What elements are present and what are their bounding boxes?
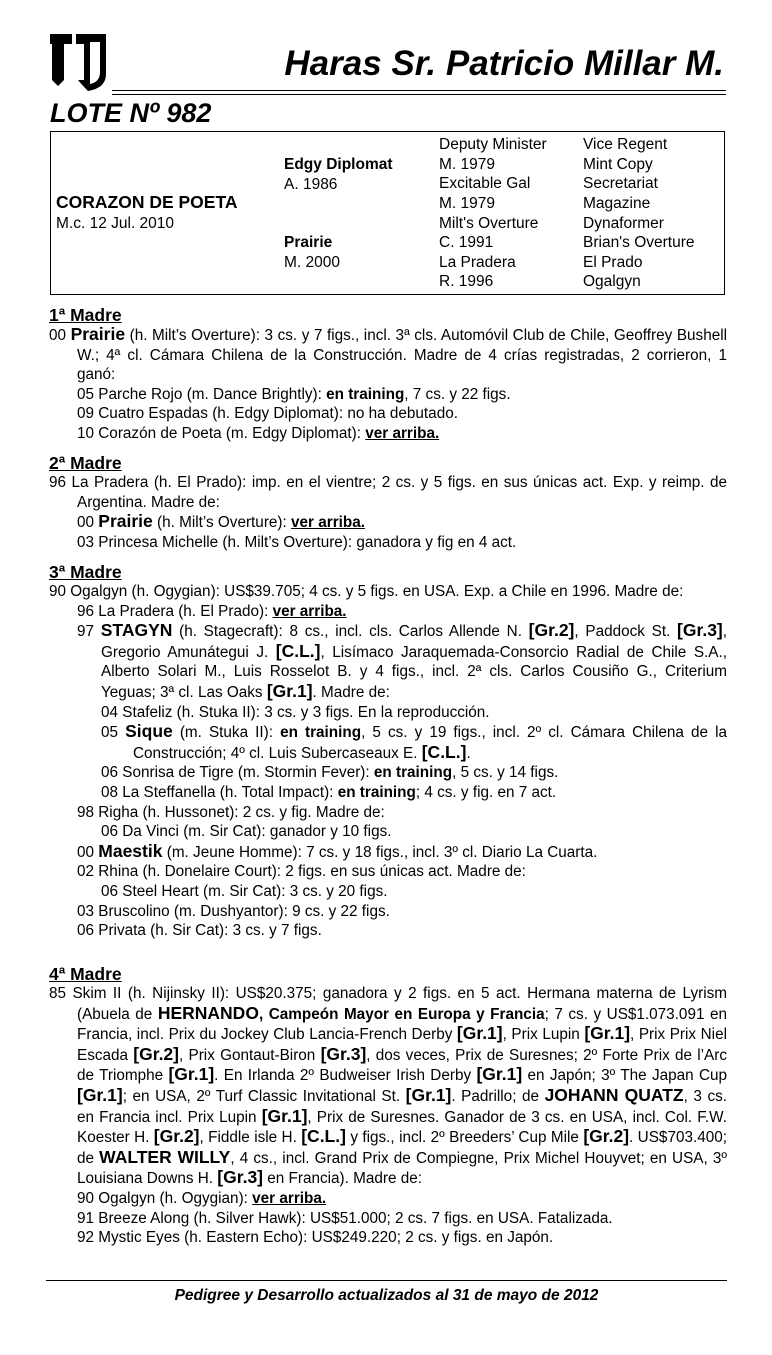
dam-entry: 00 Prairie (h. Milt’s Overture): 3 cs. y 7 figs., incl. 3ª cls. Automóvil Club de Chile, Geoffrey Bushell W.; 4ª cl. Cámara Chilena de la Construcción. Madre de 4 crías registradas, 2 corrieron, 1 ganó: bbox=[49, 324, 728, 384]
grand-produce-entry: 06 Da Vinci (m. Sir Cat): ganador y 10 figs. bbox=[101, 823, 392, 841]
dam-sire-info: C. 1991 bbox=[439, 234, 494, 251]
dam-dam-info: R. 1996 bbox=[439, 273, 494, 290]
produce-entry: 06 Privata (h. Sir Cat): 3 cs. y 7 figs. bbox=[77, 922, 322, 940]
dam-sire: Milt's Overture bbox=[439, 215, 539, 232]
lote-number: LOTE Nº 982 bbox=[50, 98, 212, 128]
produce-entry: 00 Maestik (m. Jeune Homme): 7 cs. y 18 figs., incl. 3º cl. Diario La Cuarta. bbox=[77, 840, 598, 861]
section-first-dam bbox=[49, 305, 727, 444]
produce-entry: 05 Parche Rojo (m. Dance Brightly): en training, 7 cs. y 22 figs. bbox=[77, 385, 511, 403]
dam-info: M. 2000 bbox=[284, 254, 341, 271]
haras-title: Haras Sr. Patricio Millar M. bbox=[284, 44, 724, 83]
sire-dam: Excitable Gal bbox=[439, 175, 531, 192]
produce-entry: 10 Corazón de Poeta (m. Edgy Diplomat): ver arriba. bbox=[77, 424, 440, 442]
grandparent-5: Dynaformer bbox=[583, 215, 664, 232]
section-title: 3ª Madre bbox=[49, 562, 122, 582]
horse-name: WALTER WILLY bbox=[99, 1146, 231, 1167]
section-title: 4ª Madre bbox=[49, 964, 122, 984]
sire-name: Edgy Diplomat bbox=[284, 156, 393, 173]
horse-name: JOHANN QUATZ bbox=[544, 1084, 684, 1105]
footer-rule bbox=[46, 1280, 727, 1281]
grandparent-7: El Prado bbox=[583, 254, 643, 271]
header-rule bbox=[112, 90, 726, 91]
sire-sire: Deputy Minister bbox=[439, 136, 547, 153]
produce-entry: 97 STAGYN (h. Stagecraft): 8 cs., incl. cls. Carlos Allende N. [Gr.2], Paddock St. [Gr.3], Gregorio Amunátegui J. [C.L.], Lisímaco Jaraquemada-Consorcio Radial de Chile S.A., Alberto Solari M., Luis Rosselot B. y 4 figs., incl. 2ª cls. Carlos Cousiño G., Criterium Yeguas; 3ª cl. Las Oaks [Gr.1]. Madre de: bbox=[77, 620, 728, 701]
dam-name: Prairie bbox=[284, 234, 333, 251]
grand-produce-entry: 06 Steel Heart (m. Sir Cat): 3 cs. y 20 figs. bbox=[101, 882, 388, 900]
haras-logo-icon bbox=[48, 30, 108, 92]
grand-produce-entry: 04 Stafeliz (h. Stuka II): 3 cs. y 3 figs. En la reproducción. bbox=[101, 703, 490, 721]
ver-arriba-ref: ver arriba. bbox=[291, 514, 365, 532]
grand-produce-entry: 08 La Steffanella (h. Total Impact): en training; 4 cs. y fig. en 7 act. bbox=[101, 783, 557, 801]
dam-entry: 96 La Pradera (h. El Prado): imp. en el vientre; 2 cs. y 5 figs. en sus únicas act. Exp. y reimp. de Argentina. Madre de: bbox=[49, 474, 727, 511]
produce-entry: 03 Bruscolino (m. Dushyantor): 9 cs. y 22 figs. bbox=[77, 902, 390, 920]
horse-name: CORAZON DE POETA bbox=[56, 192, 238, 212]
section-third-dam bbox=[49, 562, 727, 941]
horse-name: Maestik bbox=[98, 840, 163, 861]
grandparent-8: Ogalgyn bbox=[583, 273, 641, 290]
ver-arriba-ref: ver arriba. bbox=[365, 424, 440, 442]
grand-produce-entry: 05 Sique (m. Stuka II): en training, 5 cs. y 19 figs., incl. 2º cl. Cámara Chilena de la Construcción; 4º cl. Luis Subercaseaux E. [C.L.]. bbox=[101, 721, 728, 762]
section-second-dam bbox=[49, 453, 727, 552]
sire-dam-info: M. 1979 bbox=[439, 195, 496, 212]
produce-entry: 02 Rhina (h. Donelaire Court): 2 figs. en sus únicas act. Madre de: bbox=[77, 863, 526, 881]
grandparent-1: Vice Regent bbox=[583, 136, 668, 153]
sire-info: A. 1986 bbox=[284, 176, 338, 193]
section-title: 1ª Madre bbox=[49, 305, 122, 325]
produce-entry: 91 Breeze Along (h. Silver Hawk): US$51.000; 2 cs. 7 figs. en USA. Fatalizada. bbox=[77, 1209, 613, 1227]
header-rule-thin bbox=[112, 94, 726, 95]
dam-entry: 85 Skim II (h. Nijinsky II): US$20.375; ganadora y 2 figs. en 5 act. Hermana materna de Lyrism (Abuela de HERNANDO, Campeón Mayor en Europa y Francia; 7 cs. y US$1.073.091 en Francia, incl. Prix du Jockey Club Lancia-French Derby [Gr.1], Prix Lupin [Gr.1], Prix Prix Niel Escada [Gr.2], Prix Gontaut-Biron [Gr.3], dos veces, Prix de Suresnes; 2º Forte Prix de l’Arc de Triomphe [Gr.1]. En Irlanda 2º Budweiser Irish Derby [Gr.1] en Japón; 3º The Japan Cup [Gr.1]; en USA, 2º Turf Classic Invitational St. [Gr.1]. Padrillo; de JOHANN QUATZ, 3 cs. en Francia incl. Prix Lupin [Gr.1], Prix de Suresnes. Ganador de 3 cs. en USA, incl. Col. F.W. Koester H. [Gr.2], Fiddle isle H. [C.L.] y figs., incl. 2º Breeders’ Cup Mile [Gr.2]. US$703.400; de WALTER WILLY, 4 cs., incl. Grand Prix de Compiegne, Prix Michel Houyvet; en USA, 3º Louisiana Downs H. [Gr.3] en Francia). Madre de: bbox=[49, 985, 728, 1188]
grandparent-3: Secretariat bbox=[583, 175, 658, 192]
ver-arriba-ref: ver arriba. bbox=[252, 1189, 327, 1207]
dam-dam: La Pradera bbox=[439, 254, 516, 271]
dam-entry: 90 Ogalgyn (h. Ogygian): US$39.705; 4 cs. y 5 figs. en USA. Exp. a Chile en 1996. Madre de: bbox=[49, 583, 684, 600]
ver-arriba-ref: ver arriba. bbox=[272, 602, 347, 620]
section-fourth-dam bbox=[49, 964, 727, 1248]
grandparent-2: Mint Copy bbox=[583, 156, 653, 173]
pedigree-table bbox=[50, 131, 725, 295]
horse-name: HERNANDO bbox=[157, 1002, 259, 1023]
produce-entry: 03 Princesa Michelle (h. Milt’s Overture): ganadora y fig en 4 act. bbox=[77, 533, 517, 551]
grandparent-4: Magazine bbox=[583, 195, 651, 212]
horse-info: M.c. 12 Jul. 2010 bbox=[56, 215, 175, 232]
produce-entry: 96 La Pradera (h. El Prado): ver arriba. bbox=[77, 602, 347, 620]
produce-entry: 09 Cuatro Espadas (h. Edgy Diplomat): no ha debutado. bbox=[77, 405, 458, 423]
horse-name: STAGYN bbox=[100, 620, 173, 641]
horse-name: Prairie bbox=[98, 511, 153, 532]
grand-produce-entry: 06 Sonrisa de Tigre (m. Stormin Fever): en training, 5 cs. y 14 figs. bbox=[101, 764, 559, 782]
horse-name: Sique bbox=[125, 721, 173, 742]
footer-note: Pedigree y Desarrollo actualizados al 31 de mayo de 2012 bbox=[174, 1287, 599, 1304]
sire-sire-info: M. 1979 bbox=[439, 156, 496, 173]
produce-entry: 92 Mystic Eyes (h. Eastern Echo): US$249.220; 2 cs. y figs. en Japón. bbox=[77, 1229, 554, 1247]
produce-entry: 98 Righa (h. Hussonet): 2 cs. y fig. Madre de: bbox=[77, 803, 385, 821]
produce-entry: 00 Prairie (h. Milt’s Overture): ver arriba. bbox=[77, 511, 365, 532]
horse-name: Prairie bbox=[70, 324, 126, 344]
grandparent-6: Brian's Overture bbox=[583, 234, 695, 251]
produce-entry: 90 Ogalgyn (h. Ogygian): ver arriba. bbox=[77, 1189, 327, 1207]
section-title: 2ª Madre bbox=[49, 453, 122, 473]
